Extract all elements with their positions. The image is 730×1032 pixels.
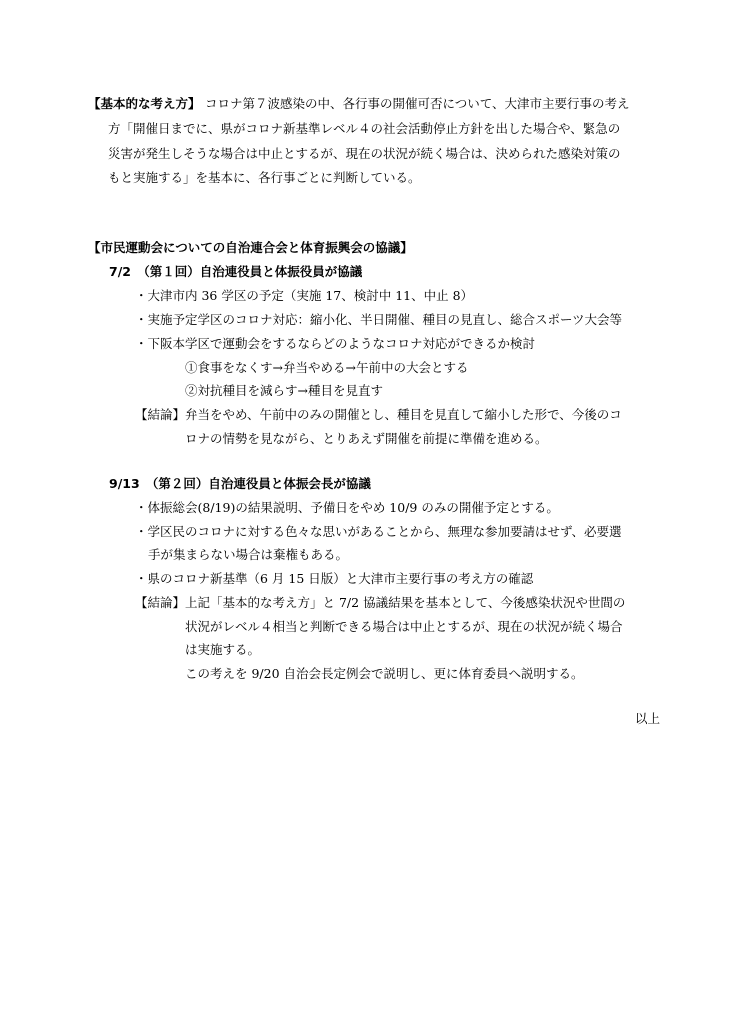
- meeting1-title: 7/2 （第１回）自治連役員と体振役員が協議: [109, 264, 363, 279]
- basic-heading: 【基本的な考え方】: [88, 96, 201, 111]
- meeting1-bullet: ・下阪本学区で運動会をするならどのようなコロナ対応ができるか検討: [135, 336, 536, 351]
- meeting1-subitem: ①食事をなくす→弁当やめる→午前中の大会とする: [185, 360, 469, 375]
- meeting2-conclusion-text: は実施する。: [185, 642, 261, 657]
- meeting2-bullet: ・学区民のコロナに対する色々な思いがあることから、無理な参加要請はせず、必要選: [135, 524, 622, 539]
- meeting1-subitem: ②対抗種目を減らす→種目を見直す: [185, 383, 383, 398]
- basic-text-line: コロナ第７波感染の中、各行事の開催可否について、大津市主要行事の考え: [205, 96, 630, 111]
- basic-text-line: もと実施する」を基本に、各行事ごとに判断している。: [108, 170, 421, 185]
- closing-text: 以上: [635, 711, 661, 726]
- meeting1-conclusion-label: 【結論】: [135, 407, 186, 422]
- section-heading: 【市民運動会についての自治連合会と体育振興会の協議】: [88, 240, 413, 255]
- meeting2-conclusion-text: この考えを 9/20 自治会長定例会で説明し、更に体育委員へ説明する。: [185, 666, 584, 681]
- meeting2-conclusion-text: 状況がレベル４相当と判断できる場合は中止とするが、現在の状況が続く場合: [185, 619, 623, 634]
- meeting1-bullet: ・大津市内 36 学区の予定（実施 17、検討中 11、中止 8）: [135, 288, 474, 303]
- meeting1-bullet: ・実施予定学区のコロナ対応：縮小化、半日開催、種目の見直し、総合スポーツ大会等: [135, 312, 623, 327]
- meeting1-conclusion-text: ロナの情勢を見ながら、とりあえず開催を前提に準備を進める。: [185, 431, 548, 446]
- meeting1-conclusion-text: 弁当をやめ、午前中のみの開催とし、種目を見直して縮小した形で、今後のコ: [185, 407, 622, 422]
- meeting2-conclusion-text: 上記「基本的な考え方」と 7/2 協議結果を基本として、今後感染状況や世間の: [185, 595, 626, 610]
- meeting2-bullet: ・体振総会(8/19)の結果説明、予備日をやめ 10/9 のみの開催予定とする。: [135, 500, 559, 515]
- meeting2-conclusion-label: 【結論】: [135, 595, 186, 610]
- basic-text-line: 災害が発生しそうな場合は中止とするが、現在の状況が続く場合は、決められた感染対策の: [108, 146, 621, 161]
- meeting2-title: 9/13 （第２回）自治連役員と体振会長が協議: [109, 476, 371, 491]
- meeting2-bullet: ・県のコロナ新基準（6 月 15 日版）と大津市主要行事の考え方の確認: [135, 571, 534, 586]
- meeting2-bullet-continued: 手が集まらない場合は棄権もある。: [148, 547, 349, 562]
- basic-text-line: 方「開催日までに、県がコロナ新基準レベル４の社会活動停止方針を出した場合や、緊急の: [108, 121, 621, 136]
